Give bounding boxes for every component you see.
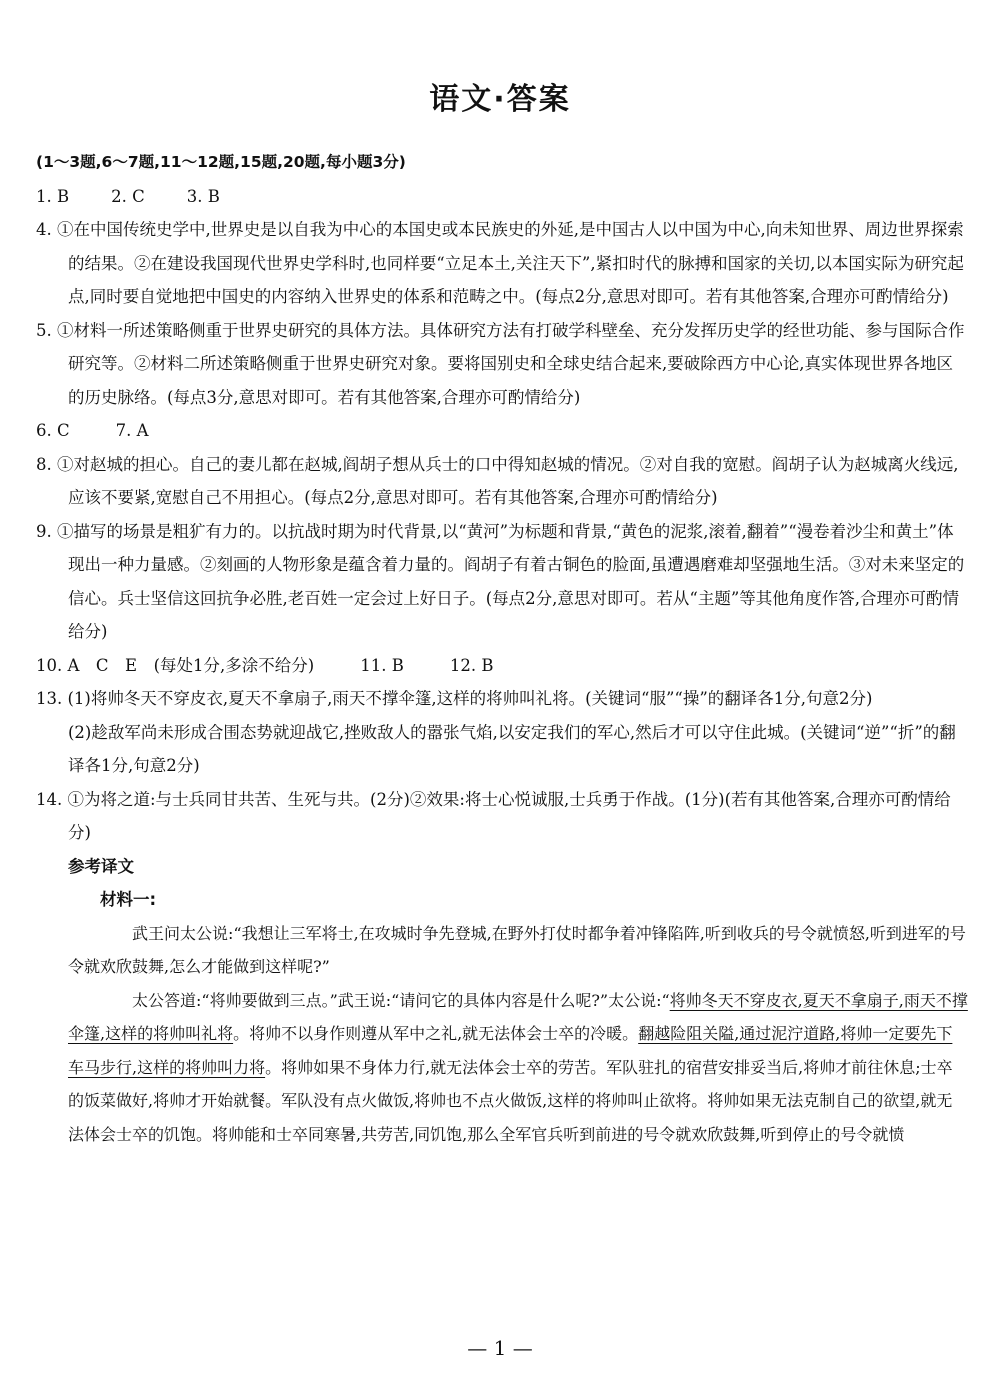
page-number: — 1 — <box>467 1336 533 1360</box>
answer-9: 9. ①描写的场景是粗犷有力的。以抗战时期为时代背景,以“黄河”为标题和背景,“黄色的泥浆,滚着,翻着”“漫卷着沙尘和黄土”体现出一种力量感。②刻画的人物形象是蕴含着力量的。阎胡子有着古铜色的脸面,虽遭遇磨难却坚强地生活。③对未来坚定的信心。兵士坚信这回抗争必胜,老百姓一定会过上好日子。(每点2分,意思对即可。若从“主题”等其他角度作答,合理亦可酌情给分) <box>36 521 965 641</box>
answers-10-12 <box>36 649 968 683</box>
material-1-heading: 材料一: <box>100 890 157 909</box>
answer-4: 4. ①在中国传统史学中,世界史是以自我为中心的本国史或本民族史的外延,是中国古人以中国为中心,向未知世界、周边世界探索的结果。②在建设我国现代世界史学科时,也同样要“立足本土,关注天下”,紧扣时代的脉搏和国家的关切,以本国实际为研究起点,同时要自觉地把中国史的内容纳入世界史的体系和范畴之中。(每点2分,意思对即可。若有其他答案,合理亦可酌情给分) <box>36 220 964 306</box>
answer-6: 6. C <box>36 421 70 440</box>
answer-11: 11. B <box>360 655 404 675</box>
answer-13-part1: 13. (1)将帅冬天不穿皮衣,夏天不拿扇子,雨天不撑伞篷,这样的将帅叫礼将。(关键词“服”“操”的翻译各1分,句意2分) <box>36 689 873 708</box>
scoring-note: (1～3题,6～7题,11～12题,15题,20题,每小题3分) <box>36 153 406 171</box>
answers-6-7 <box>36 414 968 448</box>
page-title: 语文·答案 <box>429 82 571 117</box>
answer-5: 5. ①材料一所述策略侧重于世界史研究的具体方法。具体研究方法有打破学科壁垒、充分发挥历史学的经世功能、参与国际合作研究等。②材料二所述策略侧重于世界史研究对象。要将国别史和全球史结合起来,要破除西方中心论,真实体现世界各地区的历史脉络。(每点3分,意思对即可。若有其他答案,合理亦可酌情给分) <box>36 320 965 407</box>
underlined-translation: 翻越险阻关隘,通过泥泞道路,将帅一定要先下车马步行,这样的将帅叫力将 <box>68 1024 953 1077</box>
underlined-translation: 将帅冬天不穿皮衣,夏天不拿扇子,雨天不撑伞篷,这样的将帅叫礼将 <box>68 990 968 1043</box>
translation-text: 。将帅如果不身体力行,就无法体会士卒的劳苦。军队驻扎的宿营安排妥当后,将帅才前往休息;士卒的饭菜做好,将帅才开始就餐。军队没有点火做饭,将帅也不点火做饭,这样的将帅叫止欲将。将帅如果无法克制自己的欲望,就无法体会士卒的饥饱。将帅能和士卒同寒暑,共劳苦,同饥饱,那么全军官兵听到前进的号令就欢欣鼓舞,听到停止的号令就愤 <box>68 1057 953 1144</box>
answer-3: 3. B <box>186 186 220 206</box>
translation-paragraph-2 <box>36 984 968 1152</box>
answer-8: 8. ①对赵城的担心。自己的妻儿都在赵城,阎胡子想从兵士的口中得知赵城的情况。②对自我的宽慰。阎胡子认为赵城离火线远,应该不要紧,宽慰自己不用担心。(每点2分,意思对即可。若有其他答案,合理亦可酌情给分) <box>36 454 959 507</box>
translation-paragraph-1: 武王问太公说:“我想让三军将士,在攻城时争先登城,在野外打仗时都争着冲锋陷阵,听到收兵的号令就愤怒,听到进军的号令就欢欣鼓舞,怎么才能做到这样呢?” <box>68 923 966 976</box>
translation-text: 。将帅不以身作则遵从军中之礼,就无法体会士卒的冷暖。 <box>233 1024 639 1043</box>
answer-10: 10. A C E (每处1分,多涂不给分) <box>36 655 315 675</box>
answer-12: 12. B <box>449 655 494 675</box>
reference-heading: 参考译文 <box>68 856 134 876</box>
answer-1: 1. B <box>36 186 70 206</box>
answer-7: 7. A <box>115 421 149 440</box>
answers-1-3 <box>36 180 968 214</box>
answer-13-part2: (2)趁敌军尚未形成合围态势就迎战它,挫败敌人的嚣张气焰,以安定我们的军心,然后才可以守住此城。(关键词“逆”“折”的翻译各1分,句意2分) <box>68 722 956 775</box>
translation-text: 太公答道:“将帅要做到三点。”武王说:“请问它的具体内容是什么呢?”太公说:“ <box>132 990 670 1010</box>
answer-2: 2. C <box>111 186 145 206</box>
answer-14: 14. ①为将之道:与士兵同甘共苦、生死与共。(2分)②效果:将士心悦诚服,士兵勇于作战。(1分)(若有其他答案,合理亦可酌情给分) <box>36 789 951 842</box>
answer-content <box>36 146 968 1151</box>
